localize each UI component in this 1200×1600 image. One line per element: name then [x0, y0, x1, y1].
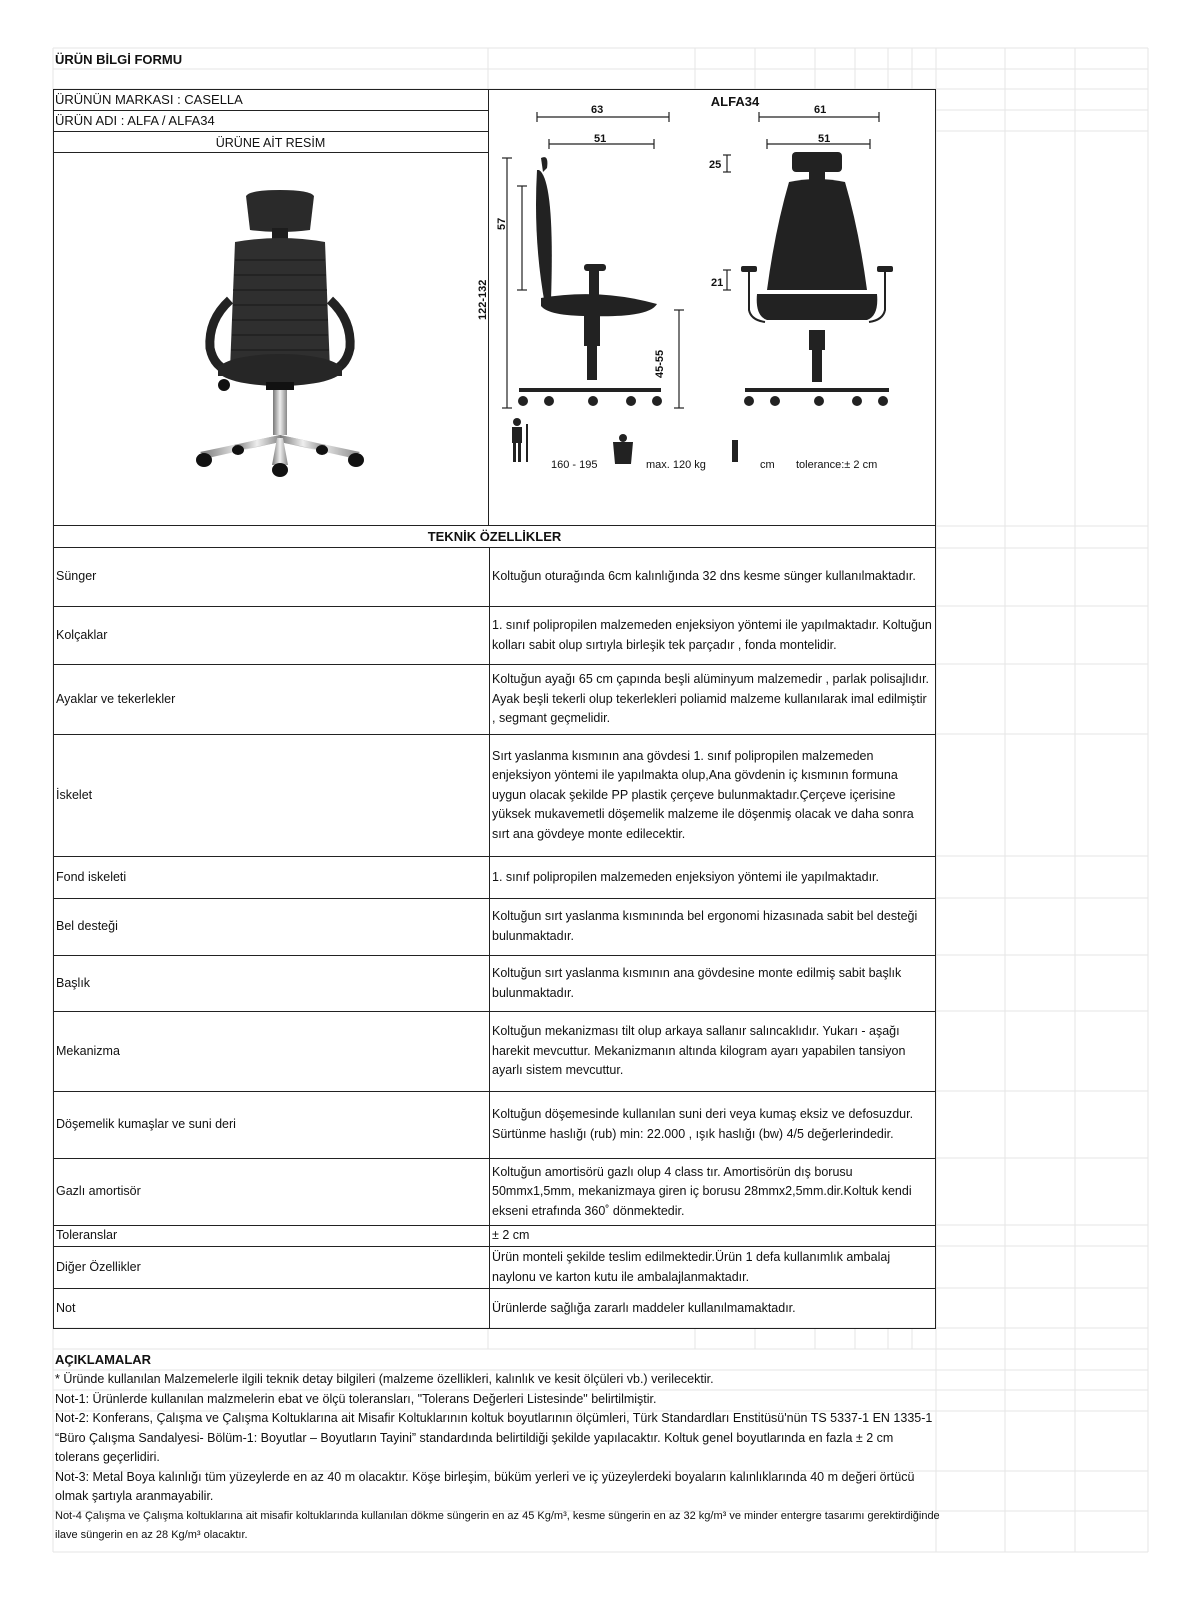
spec-value: 1. sınıf polipropilen malzemeden enjeksiyon yöntemi ile yapılmaktadır. — [490, 857, 936, 899]
note-1: Not-1: Ürünlerde kullanılan malzmelerin ebat ve ölçü toleransları, "Tolerans Değerleri Listesinde" belirtilmiştir. — [55, 1391, 657, 1406]
dim-headrest: 25 — [709, 159, 722, 171]
note-2: Not-2: Konferans, Çalışma ve Çalışma Koltuklarına ait Misafir Koltuklarının koltuk boyutlarının ölçümleri, Türk Standardları Enstitüsü'nün TS 5337-1 EN 1335-1 “Büro Çalışma Sandalyesi- Bölüm-1: Boyutlar – Boyutların Tayini” standardında belirtildiği şekilde yapılacaktır. Koltuk genel boyutlarında en fazla ± 2 cm tolerans geçerlidiri. — [55, 1411, 933, 1464]
form-title: ÜRÜN BİLGİ FORMU — [55, 52, 183, 67]
spec-row — [54, 1247, 936, 1289]
notes-section — [55, 1370, 940, 1545]
spec-value: Ürün monteli şekilde teslim edilmektedir.Ürün 1 defa kullanımlık ambalaj naylonu ve karton kutu ile ambalajlanmaktadır. — [490, 1247, 936, 1289]
spec-row — [54, 857, 936, 899]
spec-value: Koltuğun ayağı 65 cm çapında beşli alüminyum malzemedir , parlak polisajlıdır. Ayak beşli tekerli olup tekerlekleri poliamid malzeme kullanılarak imal edilmiştir , segmant geçmelidir. — [490, 665, 936, 735]
spec-value: Koltuğun amortisörü gazlı olup 4 class tır. Amortisörün dış borusu 50mmx1,5mm, mekanizmaya giren iç borusu 28mmx2,5mm.dir.Koltuk kendi ekseni etrafında 360˚ dönmektedir. — [490, 1159, 936, 1226]
spec-label: Gazlı amortisör — [54, 1159, 490, 1226]
spec-row — [54, 735, 936, 857]
note-3: Not-3: Metal Boya kalınlığı tüm yüzeylerde en az 40 m olacaktır. Köşe birleşim, büküm yerleri ve iç yüzeylerdeki boyaların kalınlıklarında 40 m değeri örtücü olmak şartıyla aranmayabilir. — [55, 1469, 915, 1503]
spec-row — [54, 956, 936, 1012]
spec-value: Ürünlerde sağlığa zararlı maddeler kullanılmamaktadır. — [490, 1289, 936, 1329]
spec-label: Diğer Özellikler — [54, 1247, 490, 1289]
dim-side-inner: 51 — [594, 133, 607, 145]
spec-value: Koltuğun sırt yaslanma kısmının ana gövdesine monte edilmiş sabit başlık bulunmaktadır. — [490, 956, 936, 1012]
dim-front-inner: 51 — [818, 133, 831, 145]
spec-row — [54, 1289, 936, 1329]
spec-row — [54, 548, 936, 607]
unit-label: cm — [760, 459, 775, 471]
spec-row — [54, 1012, 936, 1092]
spec-row — [54, 1092, 936, 1159]
spec-value: Koltuğun döşemesinde kullanılan suni deri veya kumaş eksiz ve defosuzdur. Sürtünme haslığı (rub) min: 22.000 , ışık haslığı (bw) 4/5 değerlerindedir. — [490, 1092, 936, 1159]
dim-side-outer: 63 — [591, 104, 604, 116]
tolerance-label: tolerance:± 2 cm — [796, 459, 878, 471]
spec-label: İskelet — [54, 735, 490, 857]
spec-label: Toleranslar — [54, 1226, 490, 1247]
note-star: * Üründe kullanılan Malzemelerle ilgili teknik detay bilgileri (malzeme özellikleri, kalınlık ve kesit ölçüleri vb.) verilecektir. — [55, 1372, 714, 1386]
spec-value: Koltuğun sırt yaslanma kısmınında bel ergonomi hizasınada sabit bel desteği bulunmaktadır. — [490, 899, 936, 956]
spec-label: Ayaklar ve tekerlekler — [54, 665, 490, 735]
spec-label: Sünger — [54, 548, 490, 607]
spec-label: Fond iskeleti — [54, 857, 490, 899]
user-height-range: 160 - 195 — [551, 459, 598, 471]
brand-line: ÜRÜNÜN MARKASI : CASELLA — [55, 92, 243, 107]
product-name-line: ÜRÜN ADI : ALFA / ALFA34 — [55, 113, 215, 128]
dimension-drawing — [489, 90, 935, 490]
note-4: Not-4 Çalışma ve Çalışma koltuklarına ait misafir koltuklarında kullanılan dökme süngerin en az 45 Kg/m³, kesme süngerin en az 32 kg/m³ ve minder entergre tasarımı gerektirdiğinde ilave süngerin en az 28 Kg/m³ olacaktır. — [55, 1509, 940, 1541]
notes-title: AÇIKLAMALAR — [55, 1352, 152, 1367]
spec-label: Döşemelik kumaşlar ve suni deri — [54, 1092, 490, 1159]
specs-title: TEKNİK ÖZELLİKLER — [427, 529, 562, 544]
dim-total-height: 122-132 — [477, 279, 489, 320]
dim-armrest: 21 — [711, 277, 724, 289]
spec-value: ± 2 cm — [490, 1226, 936, 1247]
spec-row — [54, 1159, 936, 1226]
spec-row — [54, 665, 936, 735]
model-title: ALFA34 — [710, 94, 760, 109]
dim-back-height: 57 — [496, 217, 508, 230]
spec-row — [54, 899, 936, 956]
spec-row — [54, 1226, 936, 1247]
spec-label: Bel desteği — [54, 899, 490, 956]
spec-row — [54, 607, 936, 665]
product-chair-image — [180, 180, 380, 490]
specs-title-row — [53, 525, 936, 548]
spec-label: Mekanizma — [54, 1012, 490, 1092]
spec-value: Koltuğun oturağında 6cm kalınlığında 32 dns kesme sünger kullanılmaktadır. — [490, 548, 936, 607]
max-load: max. 120 kg — [646, 459, 706, 471]
kg-icon-label: kg — [616, 463, 627, 473]
specs-table — [53, 547, 936, 1329]
spec-value: 1. sınıf polipropilen malzemeden enjeksiyon yöntemi ile yapılmaktadır. Koltuğun kolları sabit olup sırtıyla birleşik tek parçadır , fonda montelidir. — [490, 607, 936, 665]
divider — [53, 131, 488, 132]
dim-front-outer: 61 — [814, 104, 827, 116]
spec-value: Sırt yaslanma kısmının ana gövdesi 1. sınıf polipropilen malzemeden enjeksiyon yöntemi ile yapılmakta olup,Ana gövdenin iç kısmının formuna uygun olacak şekilde PP plastik çerçeve bulunmaktadır.Çerçeve içerisine yüksek mukavemetli döşemelik malzeme ile döşenmiş olacak ve daha sonra sırt ana gövdeye monte edilecektir. — [490, 735, 936, 857]
dim-seat-height: 45-55 — [654, 349, 666, 378]
spec-label: Kolçaklar — [54, 607, 490, 665]
spec-value: Koltuğun mekanizması tilt olup arkaya sallanır salıncaklıdır. Yukarı - aşağı harekit mevcuttur. Mekanizmanın altında kilogram ayarı yapabilen tansiyon ayarlı sistem mevcuttur. — [490, 1012, 936, 1092]
spec-label: Başlık — [54, 956, 490, 1012]
spec-label: Not — [54, 1289, 490, 1329]
image-caption: ÜRÜNE AİT RESİM — [215, 136, 326, 150]
